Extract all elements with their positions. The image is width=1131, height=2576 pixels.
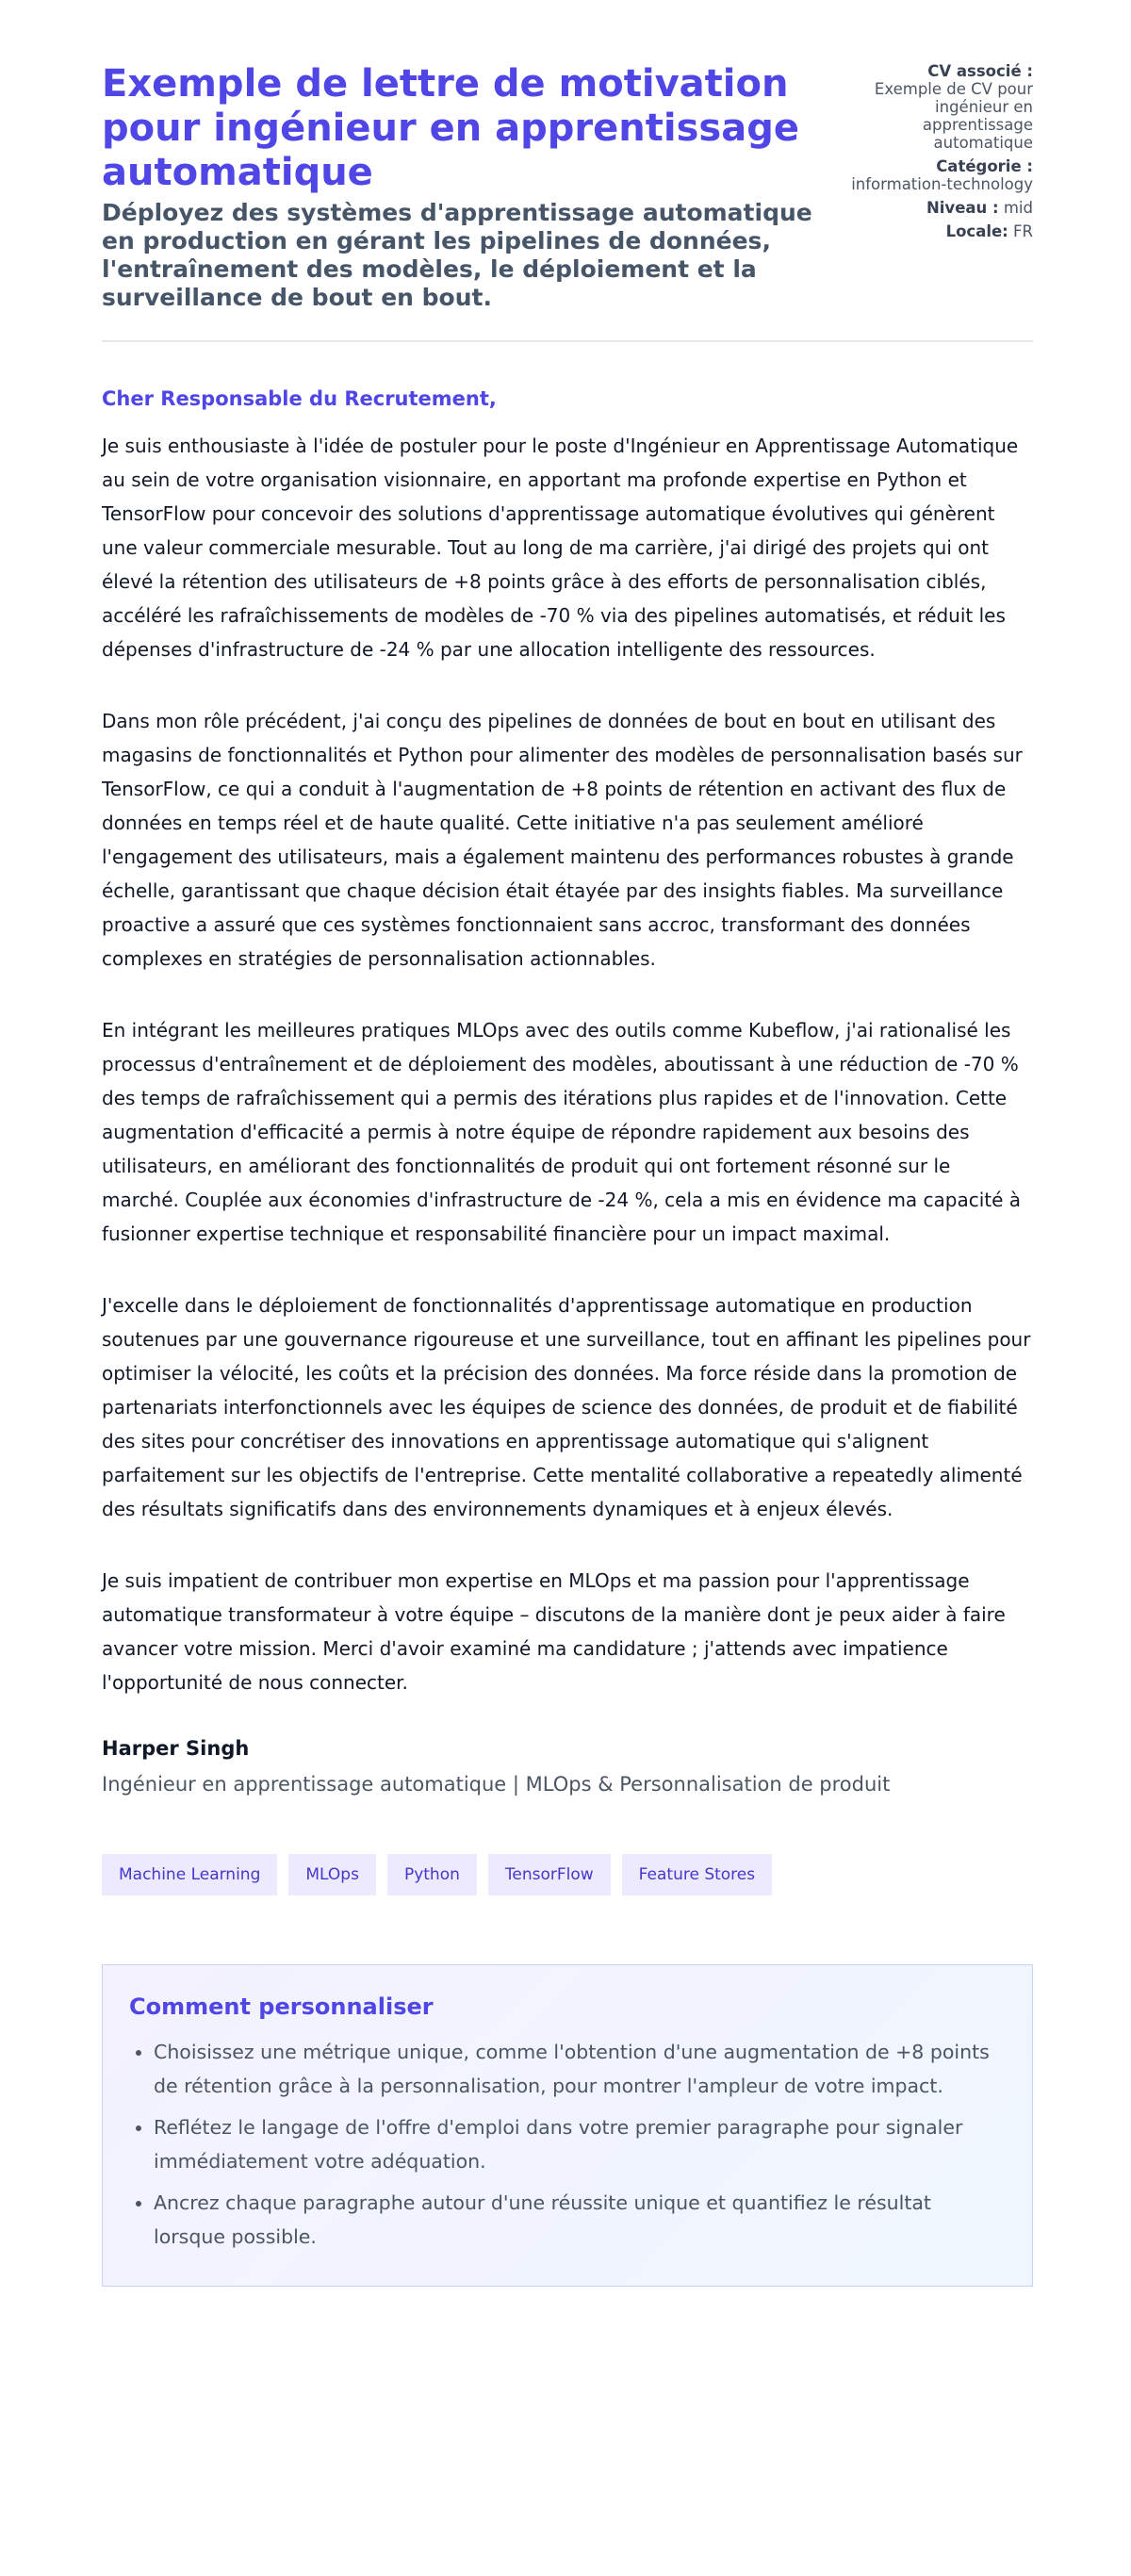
- meta-category-value: information-technology: [851, 175, 1033, 193]
- divider: [102, 340, 1033, 342]
- tip-item: • Reflétez le langage de l'offre d'emploi dans votre premier paragraphe pour signaler immédiatement votre adéquation.: [154, 2110, 1006, 2178]
- tips-list: [129, 2035, 1006, 2254]
- letter-paragraph: Dans mon rôle précédent, j'ai conçu des pipelines de données de bout en bout en utilisant des magasins de fonctionnalités et Python pour alimenter des modèles de personnalisation basés sur TensorFlow, ce qui a conduit à l'augmentation de +8 points de rétention en activant des flux de données en temps réel et de haute qualité. Cette initiative n'a pas seulement amélioré l'engagement des utilisateurs, mais a également maintenu des performances robustes à grande échelle, garantissant que chaque décision était étayée par des insights fiables. Ma surveillance proactive a assuré que ces systèmes fonctionnaient sans accroc, transformant des données complexes en stratégies de personnalisation actionnables.: [102, 710, 1023, 970]
- meta-cv-label: CV associé :: [927, 62, 1033, 80]
- tip-item: • Choisissez une métrique unique, comme l'obtention d'une augmentation de +8 points de rétention grâce à la personnalisation, pour montrer l'ampleur de votre impact.: [154, 2035, 1006, 2103]
- tag[interactable]: Machine Learning: [102, 1854, 277, 1895]
- signature-role: Ingénieur en apprentissage automatique | MLOps & Personnalisation de produit: [102, 1773, 891, 1796]
- tag[interactable]: Feature Stores: [622, 1854, 772, 1895]
- page-title: Exemple de lettre de motivation pour ingénieur en apprentissage automatique: [102, 62, 799, 194]
- letter-greeting: Cher Responsable du Recrutement,: [102, 387, 497, 410]
- meta-locale: [835, 222, 1033, 240]
- letter-paragraph: Je suis impatient de contribuer mon expertise en MLOps et ma passion pour l'apprentissage automatique transformateur à votre équipe – discutons de la manière dont je peux aider à faire avancer votre mission. Merci d'avoir examiné ma candidature ; j'attends avec impatience l'opportunité de nous connecter.: [102, 1569, 1006, 1694]
- meta-panel: [835, 62, 1033, 246]
- meta-category-label: Catégorie :: [936, 157, 1033, 175]
- tag[interactable]: Python: [387, 1854, 477, 1895]
- meta-category: [835, 157, 1033, 193]
- tag[interactable]: MLOps: [288, 1854, 376, 1895]
- meta-locale-label: Locale:: [945, 222, 1008, 240]
- letter-paragraph: Je suis enthousiaste à l'idée de postuler pour le poste d'Ingénieur en Apprentissage Automatique au sein de votre organisation visionnaire, en apportant ma profonde expertise en Python et TensorFlow pour concevoir des solutions d'apprentissage automatique évolutives qui génèrent une valeur commerciale mesurable. Tout au long de ma carrière, j'ai dirigé des projets qui ont élevé la rétention des utilisateurs de +8 points grâce à des efforts de personnalisation ciblés, accéléré les rafraîchissements de modèles de -70 % via des pipelines automatisés, et réduit les dépenses d'infrastructure de -24 % par une allocation intelligente des ressources.: [102, 435, 1019, 661]
- letter-paragraph: En intégrant les meilleures pratiques MLOps avec des outils comme Kubeflow, j'ai rationalisé les processus d'entraînement et de déploiement des modèles, aboutissant à une réduction de -70 % des temps de rafraîchissement qui a permis des itérations plus rapides et de l'innovation. Cette augmentation d'efficacité a permis à notre équipe de répondre rapidement aux besoins des utilisateurs, en améliorant des fonctionnalités de produit qui ont fortement résonné sur le marché. Couplée aux économies d'infrastructure de -24 %, cela a mis en évidence ma capacité à fusionner expertise technique et responsabilité financière pour un impact maximal.: [102, 1019, 1022, 1245]
- meta-level-label: Niveau :: [926, 199, 999, 217]
- meta-locale-value: FR: [1013, 222, 1033, 240]
- meta-level: [835, 199, 1033, 217]
- meta-cv: [835, 62, 1033, 152]
- meta-level-value: mid: [1003, 199, 1033, 217]
- tag[interactable]: TensorFlow: [488, 1854, 611, 1895]
- tips-title: Comment personnaliser: [129, 1994, 434, 2020]
- tips-box: [102, 1964, 1033, 2287]
- title-block: [102, 62, 818, 312]
- tip-item: • Ancrez chaque paragraphe autour d'une réussite unique et quantifiez le résultat lorsque possible.: [154, 2186, 1006, 2254]
- page-header: [102, 62, 1033, 312]
- signature-name: Harper Singh: [102, 1737, 250, 1760]
- page-subtitle: Déployez des systèmes d'apprentissage automatique en production en gérant les pipelines de données, l'entraînement des modèles, le déploiement et la surveillance de bout en bout.: [102, 199, 812, 311]
- meta-cv-value[interactable]: Exemple de CV pour ingénieur en apprentissage automatique: [874, 80, 1033, 152]
- tag-list: [102, 1854, 1033, 1895]
- letter-paragraph: J'excelle dans le déploiement de fonctionnalités d'apprentissage automatique en production soutenues par une gouvernance rigoureuse et une surveillance, tout en affinant les pipelines pour optimiser la vélocité, les coûts et la précision des données. Ma force réside dans la promotion de partenariats interfonctionnels avec les équipes de science des données, de produit et de fiabilité des sites pour concrétiser des innovations en apprentissage automatique qui s'alignent parfaitement sur les objectifs de l'entreprise. Cette mentalité collaborative a repeatedly alimenté des résultats significatifs dans des environnements dynamiques et à enjeux élevés.: [102, 1294, 1031, 1520]
